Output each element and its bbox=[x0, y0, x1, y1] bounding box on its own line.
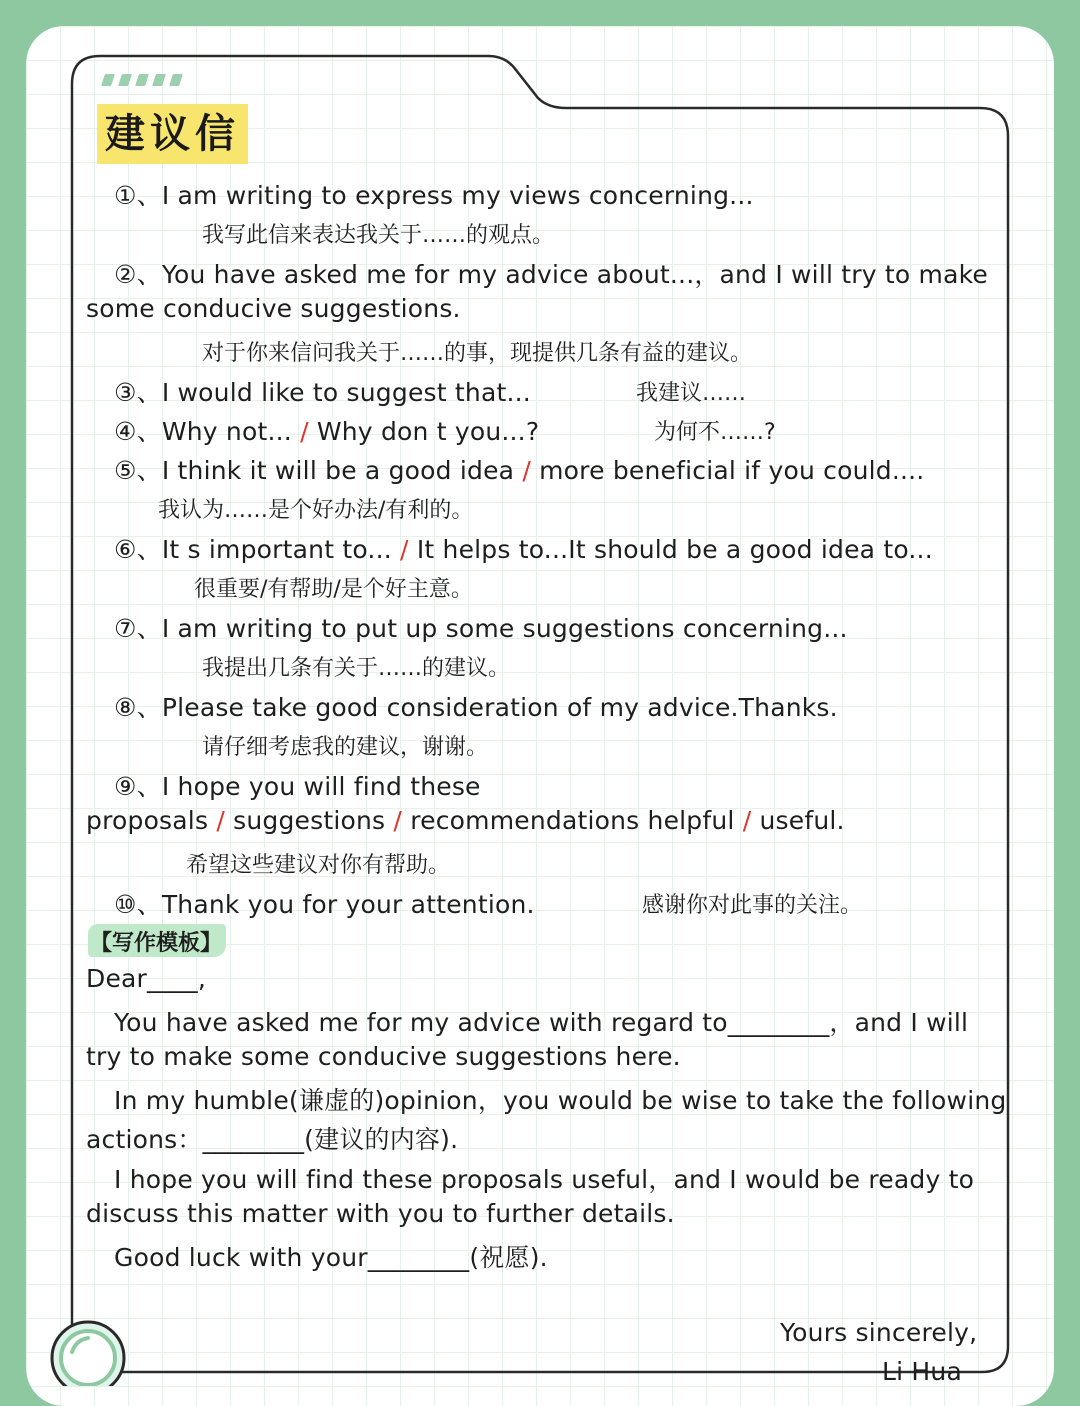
template-heading: 【写作模板】 bbox=[90, 931, 223, 956]
phrase-4: ④、Why not... / Why don t you...? bbox=[114, 417, 540, 446]
template-greeting: Dear____, bbox=[86, 964, 206, 993]
template-p2-line2: actions：________(建议的内容). bbox=[86, 1125, 459, 1154]
phrase-3-cn: 我建议…… bbox=[636, 381, 747, 406]
slash: / bbox=[216, 806, 225, 835]
stripe-decoration bbox=[103, 74, 181, 86]
slash: / bbox=[393, 806, 403, 835]
slash: / bbox=[742, 806, 752, 835]
phrase-2-cn: 对于你来信问我关于……的事，现提供几条有益的建议。 bbox=[202, 341, 753, 366]
phrase-9-cn: 希望这些建议对你有帮助。 bbox=[186, 853, 451, 878]
template-closing: Yours sincerely, bbox=[780, 1318, 978, 1347]
phrase-7: ⑦、I am writing to put up some suggestions concerning... bbox=[114, 614, 848, 643]
phrase-2: ②、You have asked me for my advice about...，and I will try to make bbox=[114, 260, 988, 289]
slash: / bbox=[400, 535, 409, 564]
template-p2-line1: In my humble(谦虚的)opinion，you would be wise to take the following bbox=[114, 1086, 1007, 1115]
phrase-1: ①、I am writing to express my views concerning... bbox=[114, 181, 754, 210]
template-p4: Good luck with your________(祝愿). bbox=[114, 1243, 548, 1272]
phrase-6-cn: 很重要/有帮助/是个好主意。 bbox=[194, 577, 473, 602]
page-title: 建议信 bbox=[97, 104, 248, 164]
template-p1-line2: try to make some conducive suggestions here. bbox=[86, 1042, 681, 1071]
phrase-10: ⑩、Thank you for your attention. bbox=[114, 890, 535, 919]
slash: / bbox=[522, 456, 531, 485]
phrase-5-cn: 我认为……是个好办法/有利的。 bbox=[158, 498, 474, 523]
phrase-9-cont: proposals / suggestions / recommendations helpful / useful. bbox=[86, 806, 845, 835]
template-p1-line1: You have asked me for my advice with regard to________，and I will bbox=[114, 1008, 969, 1037]
phrase-5: ⑤、I think it will be a good idea / more beneficial if you could.... bbox=[114, 456, 925, 485]
phrase-4-cn: 为何不……? bbox=[654, 420, 776, 445]
phrase-10-cn: 感谢你对此事的关注。 bbox=[642, 893, 863, 918]
slash: / bbox=[300, 417, 309, 446]
phrase-9: ⑨、I hope you will find these bbox=[114, 772, 481, 801]
phrase-8-cn: 请仔细考虑我的建议，谢谢。 bbox=[202, 735, 489, 760]
template-signature: Li Hua bbox=[882, 1357, 962, 1386]
phrase-1-cn: 我写此信来表达我关于……的观点。 bbox=[202, 223, 555, 248]
phrase-3: ③、I would like to suggest that... bbox=[114, 378, 531, 407]
magnifier-icon bbox=[48, 1318, 138, 1386]
phrase-8: ⑧、Please take good consideration of my advice.Thanks. bbox=[114, 693, 838, 722]
phrase-6: ⑥、It s important to... / It helps to...It should be a good idea to... bbox=[114, 535, 933, 564]
phrase-7-cn: 我提出几条有关于……的建议。 bbox=[202, 656, 511, 681]
template-p3-line1: I hope you will find these proposals useful，and I would be ready to bbox=[114, 1165, 975, 1194]
phrase-2-cont: some conducive suggestions. bbox=[86, 294, 461, 323]
template-p3-line2: discuss this matter with you to further details. bbox=[86, 1199, 675, 1228]
